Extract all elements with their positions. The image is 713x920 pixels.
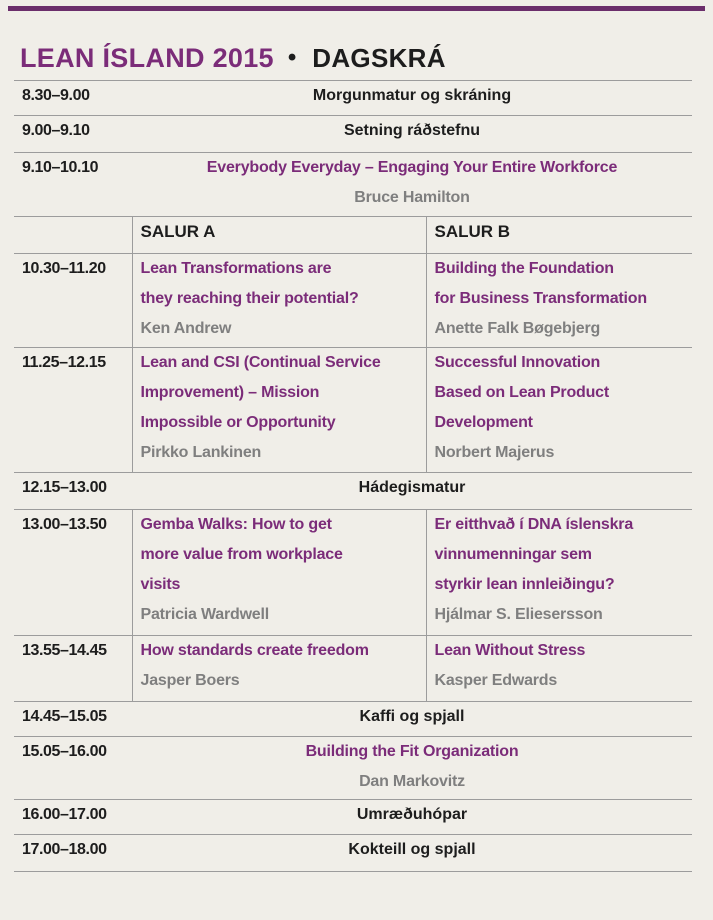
hall-a-label: SALUR A bbox=[140, 222, 216, 241]
session-title-line: Successful Innovation bbox=[434, 354, 601, 371]
hall-a-session bbox=[132, 254, 426, 348]
session-title: How standards create freedom bbox=[140, 642, 369, 659]
schedule-row-discussion bbox=[14, 800, 692, 835]
time-slot: 13.55–14.45 bbox=[14, 636, 132, 702]
time-slot: 16.00–17.00 bbox=[14, 800, 132, 835]
hall-b-session bbox=[426, 636, 692, 702]
schedule-row-session-2 bbox=[14, 348, 692, 473]
page-header bbox=[20, 40, 446, 76]
session-title-line: Based on Lean Product bbox=[434, 384, 609, 401]
hall-b-header bbox=[426, 217, 692, 254]
hall-b-session bbox=[426, 348, 692, 473]
schedule-row-keynote-1 bbox=[14, 153, 692, 217]
session-title: Building the Fit Organization bbox=[305, 743, 519, 760]
session-title-line: for Business Transformation bbox=[434, 290, 647, 307]
hall-b-session bbox=[426, 510, 692, 636]
session-title-line: Lean and CSI (Continual Service bbox=[140, 354, 381, 371]
event-title: LEAN ÍSLAND 2015 bbox=[20, 42, 274, 73]
session-title-line: Lean Transformations are bbox=[140, 260, 332, 277]
schedule-row-breakfast bbox=[14, 81, 692, 116]
hall-b-label: SALUR B bbox=[434, 222, 511, 241]
session-title-line: styrkir lean innleiðingu? bbox=[434, 576, 615, 593]
speaker-name: Dan Markovitz bbox=[359, 773, 465, 790]
schedule-row-opening bbox=[14, 116, 692, 153]
session-title-line: Impossible or Opportunity bbox=[140, 414, 336, 431]
session-title-line: Er eitthvað í DNA íslenskra bbox=[434, 516, 634, 533]
time-slot: 15.05–16.00 bbox=[14, 737, 132, 800]
speaker-name: Hjálmar S. Eliesersson bbox=[434, 606, 603, 623]
keynote-cell bbox=[132, 737, 692, 800]
schedule-row-keynote-2 bbox=[14, 737, 692, 800]
hall-a-session bbox=[132, 510, 426, 636]
hall-b-session bbox=[426, 254, 692, 348]
session-label: Morgunmatur og skráning bbox=[132, 81, 692, 116]
schedule-row-session-4 bbox=[14, 636, 692, 702]
time-slot: 8.30–9.00 bbox=[14, 81, 132, 116]
speaker-name: Patricia Wardwell bbox=[140, 606, 269, 623]
session-label: Umræðuhópar bbox=[132, 800, 692, 835]
speaker-name: Norbert Majerus bbox=[434, 444, 555, 461]
time-slot: 14.45–15.05 bbox=[14, 702, 132, 737]
schedule-row-session-1 bbox=[14, 254, 692, 348]
top-accent-bar bbox=[8, 6, 705, 11]
speaker-name: Anette Falk Bøgebjerg bbox=[434, 320, 601, 337]
schedule-table bbox=[14, 80, 692, 872]
title-separator: • bbox=[287, 44, 297, 71]
hall-a-session bbox=[132, 636, 426, 702]
keynote-cell bbox=[132, 153, 692, 217]
speaker-name: Bruce Hamilton bbox=[354, 189, 470, 206]
session-label: Kokteill og spjall bbox=[132, 835, 692, 872]
session-label: Setning ráðstefnu bbox=[132, 116, 692, 153]
session-title: Everybody Everyday – Engaging Your Entire Workforce bbox=[206, 159, 618, 176]
session-title-line: Development bbox=[434, 414, 533, 431]
schedule-row-lunch bbox=[14, 473, 692, 510]
speaker-name: Ken Andrew bbox=[140, 320, 232, 337]
session-title-line: Gemba Walks: How to get bbox=[140, 516, 332, 533]
session-title-line: vinnumenningar sem bbox=[434, 546, 592, 563]
hall-a-header bbox=[132, 217, 426, 254]
time-slot: 10.30–11.20 bbox=[14, 254, 132, 348]
session-label: Hádegismatur bbox=[132, 473, 692, 510]
time-slot: 17.00–18.00 bbox=[14, 835, 132, 872]
hall-a-session bbox=[132, 348, 426, 473]
session-title-line: more value from workplace bbox=[140, 546, 343, 563]
time-slot: 12.15–13.00 bbox=[14, 473, 132, 510]
agenda-title: DAGSKRÁ bbox=[312, 42, 446, 73]
time-slot-empty bbox=[14, 217, 132, 254]
schedule-row-cocktail bbox=[14, 835, 692, 872]
session-title-line: Building the Foundation bbox=[434, 260, 614, 277]
time-slot: 9.10–10.10 bbox=[14, 153, 132, 217]
speaker-name: Jasper Boers bbox=[140, 672, 240, 689]
session-title-line: they reaching their potential? bbox=[140, 290, 359, 307]
schedule-row-coffee bbox=[14, 702, 692, 737]
session-title-line: visits bbox=[140, 576, 181, 593]
session-title: Lean Without Stress bbox=[434, 642, 586, 659]
schedule-row-hall-headers bbox=[14, 217, 692, 254]
session-title-line: Improvement) – Mission bbox=[140, 384, 320, 401]
time-slot: 13.00–13.50 bbox=[14, 510, 132, 636]
speaker-name: Pirkko Lankinen bbox=[140, 444, 262, 461]
time-slot: 11.25–12.15 bbox=[14, 348, 132, 473]
schedule-row-session-3 bbox=[14, 510, 692, 636]
session-label: Kaffi og spjall bbox=[132, 702, 692, 737]
time-slot: 9.00–9.10 bbox=[14, 116, 132, 153]
speaker-name: Kasper Edwards bbox=[434, 672, 558, 689]
